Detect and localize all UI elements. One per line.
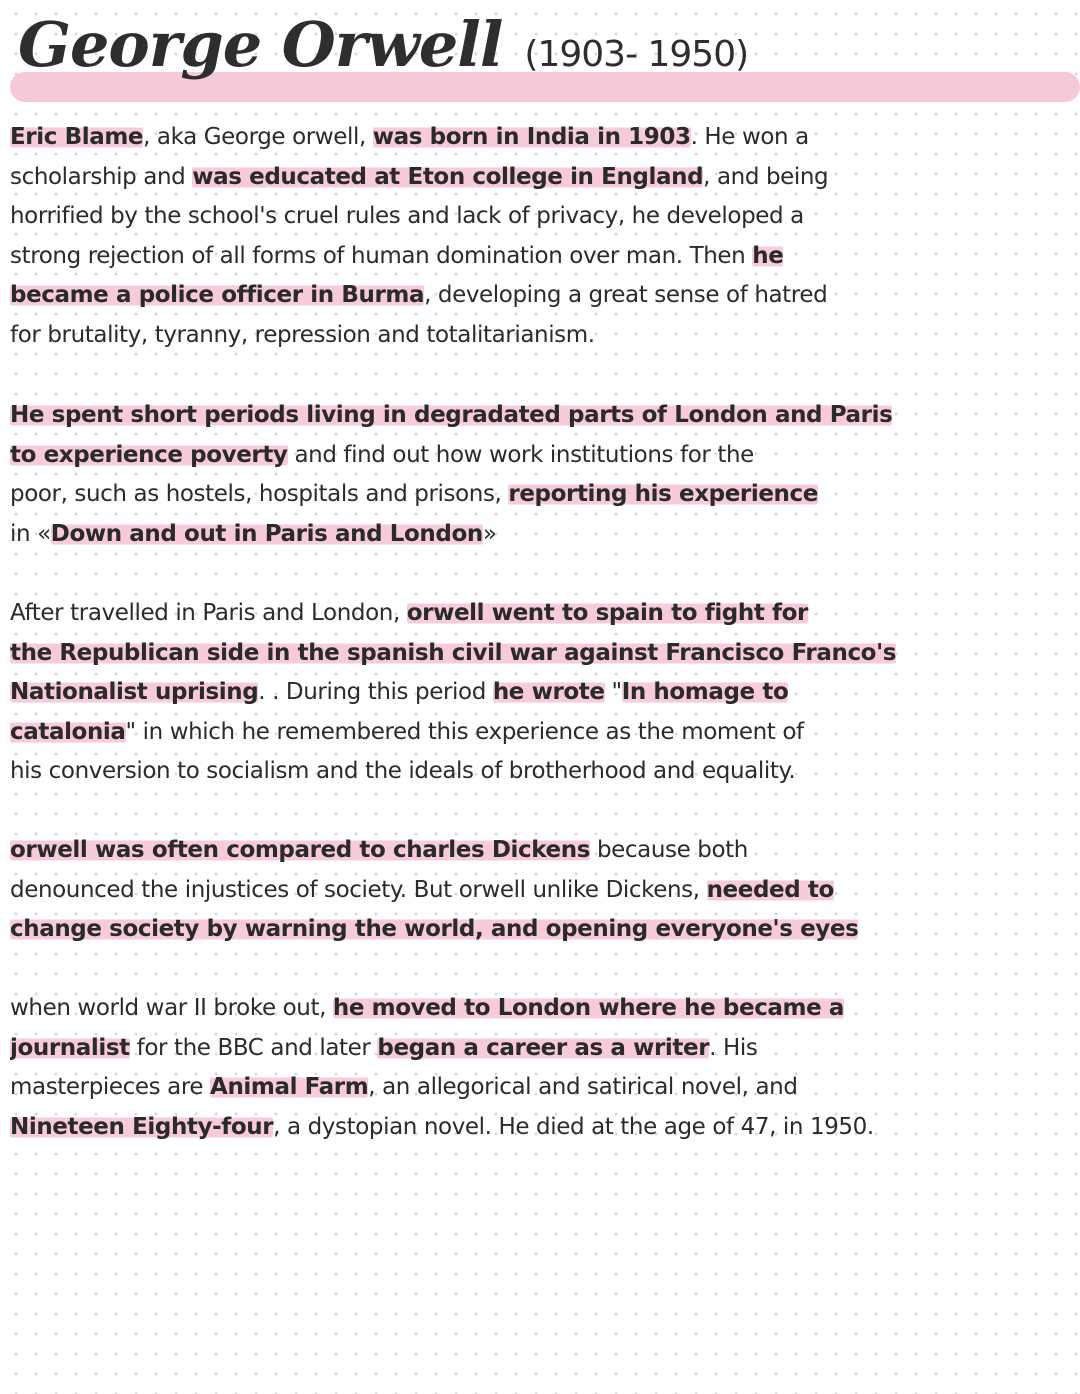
text-run: , a dystopian novel. He died at the age of 47, in 1950. <box>273 1113 874 1140</box>
highlighted-phrase: orwell was often compared to charles Dickens <box>10 837 591 863</box>
text-run: because both <box>590 837 748 863</box>
text-line <box>10 316 1074 356</box>
highlighted-phrase: orwell went to spain to fight for <box>406 600 808 626</box>
text-run: masterpieces are <box>10 1074 211 1100</box>
text-line <box>10 396 1074 436</box>
highlighted-phrase: he moved to London where he became a <box>332 995 845 1021</box>
text-line <box>10 515 1074 555</box>
text-line <box>10 276 1074 316</box>
text-run: After travelled in Paris and London, <box>10 600 407 626</box>
text-run: poor, such as hostels, hospitals and prisons, <box>10 481 509 507</box>
text-line <box>10 1108 1074 1148</box>
text-line <box>10 197 1074 237</box>
page-title <box>18 0 748 90</box>
text-run: when world war II broke out, <box>10 995 333 1021</box>
highlighted-phrase: catalonia <box>10 718 126 745</box>
highlighted-phrase: change society by warning the world, and opening everyone's eyes <box>10 916 859 942</box>
highlighted-phrase: Animal Farm <box>210 1074 369 1100</box>
text-run: strong rejection of all forms of human domination over man. Then <box>10 242 753 269</box>
highlighted-phrase: Down and out in Paris and London <box>50 520 483 547</box>
highlighted-phrase: journalist <box>10 1034 130 1061</box>
text-line <box>10 673 1074 713</box>
text-run: denounced the injustices of society. But orwell unlike Dickens, <box>10 876 707 903</box>
text-run: , developing a great sense of hatred <box>424 282 828 308</box>
text-line <box>10 237 1074 277</box>
highlighted-phrase: He spent short periods living in degradated parts of London and Paris <box>10 402 893 428</box>
text-run: , and being <box>703 163 829 190</box>
text-run: and find out how work institutions for the <box>287 441 754 468</box>
paragraph-spain <box>10 594 1074 792</box>
text-line <box>10 436 1074 476</box>
text-line <box>10 1029 1074 1069</box>
text-run: . His <box>709 1034 758 1061</box>
highlighted-phrase: needed to <box>706 876 834 903</box>
paragraph-dickens <box>10 831 1074 950</box>
text-line <box>10 871 1074 911</box>
highlighted-phrase: Nineteen Eighty-four <box>10 1113 274 1140</box>
text-run: . He won a <box>690 124 809 150</box>
highlighted-phrase: In homage to <box>621 679 789 705</box>
text-run: " <box>604 679 622 705</box>
title-dates: (1903- 1950) <box>524 34 749 75</box>
text-line <box>10 158 1074 198</box>
paragraph-poverty <box>10 396 1074 554</box>
text-line <box>10 752 1074 792</box>
text-run: . . During this period <box>258 679 493 705</box>
highlighted-phrase: reporting his experience <box>508 481 818 507</box>
highlighted-phrase: was born in India in 1903 <box>372 124 691 150</box>
highlighted-phrase: Nationalist uprising <box>10 679 259 705</box>
highlighted-phrase: the Republican side in the spanish civil war against Francisco Franco's <box>10 639 897 666</box>
text-run: for the BBC and later <box>129 1034 378 1061</box>
text-line <box>10 634 1074 674</box>
text-line <box>10 594 1074 634</box>
text-line <box>10 713 1074 753</box>
highlighted-phrase: began a career as a writer <box>377 1034 710 1061</box>
text-line <box>10 910 1074 950</box>
text-run: horrified by the school's cruel rules and lack of privacy, he developed a <box>10 203 804 229</box>
text-run: in « <box>10 520 51 547</box>
highlighted-phrase: was educated at Eton college in England <box>192 163 704 190</box>
text-run: » <box>482 520 497 547</box>
text-run: , an allegorical and satirical novel, and <box>368 1074 798 1100</box>
text-line <box>10 989 1074 1029</box>
highlighted-phrase: he wrote <box>492 679 605 705</box>
text-line <box>10 475 1074 515</box>
text-line <box>10 118 1074 158</box>
highlighted-phrase: to experience poverty <box>10 441 288 468</box>
text-line <box>10 831 1074 871</box>
text-run: , aka George orwell, <box>143 124 373 150</box>
text-run: for brutality, tyranny, repression and totalitarianism. <box>10 321 595 348</box>
text-run: scholarship and <box>10 163 193 190</box>
text-run: " in which he remembered this experience as the moment of <box>125 718 804 745</box>
highlighted-phrase: Eric Blame <box>10 124 144 150</box>
paragraph-war-career <box>10 989 1074 1147</box>
highlighted-phrase: became a police officer in Burma <box>10 282 425 308</box>
text-line <box>10 1068 1074 1108</box>
text-run: his conversion to socialism and the ideals of brotherhood and equality. <box>10 758 796 784</box>
title-name: George Orwell <box>18 8 503 81</box>
highlighted-phrase: he <box>752 242 784 269</box>
paragraph-early-life <box>10 118 1074 355</box>
